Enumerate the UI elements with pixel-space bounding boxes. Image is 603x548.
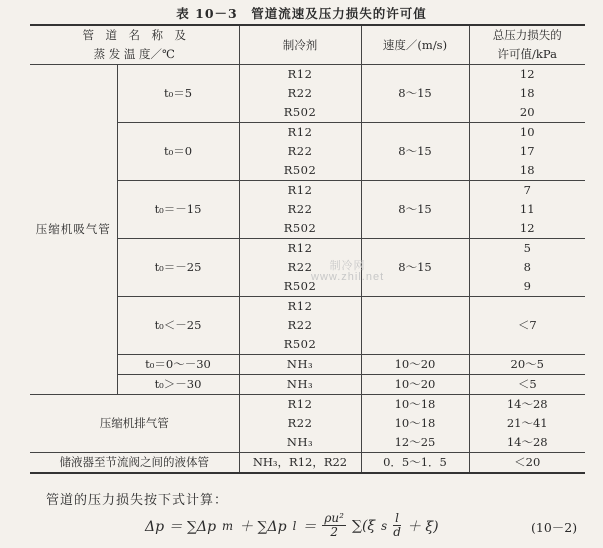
temp-cell: t₀＝0 bbox=[117, 123, 239, 181]
speed-cell bbox=[361, 297, 469, 355]
speed-cell: 10～18 bbox=[361, 395, 469, 415]
loss-cell: 8 bbox=[469, 258, 585, 277]
refrigerant-cell: NH₃ bbox=[239, 433, 361, 453]
header-loss-line2: 许可值/kPa bbox=[469, 45, 585, 65]
speed-cell: 8～15 bbox=[361, 181, 469, 239]
refrigerant-cell: NH₃ bbox=[239, 355, 361, 375]
refrigerant-cell: R22 bbox=[239, 258, 361, 277]
speed-cell: 12～25 bbox=[361, 433, 469, 453]
formula-sub-s: s bbox=[381, 518, 388, 533]
speed-cell: 8～15 bbox=[361, 65, 469, 123]
fraction2-numerator: l bbox=[395, 511, 399, 525]
header-evap-temp: 蒸 发 温 度／℃ bbox=[30, 45, 239, 65]
calculation-note: 管道的压力损失按下式计算： bbox=[46, 493, 229, 508]
table-caption: 表 10－3 管道流速及压力损失的许可值 bbox=[176, 6, 427, 21]
refrigerant-cell: R22 bbox=[287, 318, 313, 332]
temp-cell: t₀＝－25 bbox=[117, 239, 239, 297]
header-speed: 速度／(m/s) bbox=[361, 25, 469, 65]
loss-cell: ＜7 bbox=[469, 297, 585, 355]
formula-fraction-2 bbox=[393, 512, 401, 539]
refrigerant-cell: R502 bbox=[239, 219, 361, 239]
refrigerant-cell: R12 bbox=[239, 181, 361, 201]
loss-cell: 14～28 bbox=[469, 395, 585, 415]
loss-cell: 11 bbox=[469, 200, 585, 219]
speed-cell: 10～20 bbox=[361, 355, 469, 375]
refrigerant-cell: R502 bbox=[239, 103, 361, 123]
formula-equals: ＝ bbox=[302, 518, 317, 535]
temp-cell: t₀＝0～－30 bbox=[117, 355, 239, 375]
formula-sum-open: ∑(ξ bbox=[351, 517, 376, 534]
fraction-numerator: ρu² bbox=[324, 511, 344, 525]
formula-plus: ＋ ∑Δp bbox=[239, 518, 287, 535]
table-row bbox=[30, 65, 585, 85]
table-row bbox=[30, 453, 585, 474]
loss-cell: 14～28 bbox=[469, 433, 585, 453]
refrigerant-cell: R502 bbox=[239, 335, 361, 355]
refrigerant-cell: R22 bbox=[239, 142, 361, 161]
loss-cell: 7 bbox=[469, 181, 585, 201]
refrigerant-cell: R12 bbox=[239, 123, 361, 143]
loss-cell: 20 bbox=[469, 103, 585, 123]
loss-cell: 10 bbox=[469, 123, 585, 143]
liquid-line-label: 储液器至节流阀之间的液体管 bbox=[30, 453, 239, 474]
formula-sub-l: l bbox=[292, 518, 297, 533]
speed-cell: 8～15 bbox=[361, 123, 469, 181]
refrigerant-cell: R12 bbox=[239, 297, 361, 317]
refrigerant-cell: NH₃，R12，R22 bbox=[239, 453, 361, 474]
loss-cell: 20～5 bbox=[469, 355, 585, 375]
suction-pipe-label: 压缩机吸气管 bbox=[30, 65, 117, 395]
loss-cell: ＜20 bbox=[469, 453, 585, 474]
formula-fraction bbox=[322, 512, 346, 539]
temp-cell: t₀＜－25 bbox=[117, 297, 239, 355]
temp-cell: t₀＞－30 bbox=[117, 375, 239, 395]
speed-cell: 10～18 bbox=[361, 414, 469, 433]
formula-close: ＋ ξ) bbox=[406, 518, 439, 535]
header-pipe-name: 管 道 名 称 及 bbox=[30, 25, 239, 45]
loss-cell: 5 bbox=[469, 239, 585, 259]
temp-cell: t₀＝5 bbox=[117, 65, 239, 123]
refrigerant-cell: R12 bbox=[239, 239, 361, 259]
watermark-line1: 制冷网 bbox=[329, 260, 366, 272]
table-row bbox=[30, 395, 585, 415]
pipe-velocity-table bbox=[30, 24, 585, 474]
formula-left: Δp ＝ ∑Δp bbox=[145, 518, 217, 535]
formula-number: (10－2) bbox=[531, 520, 578, 535]
pressure-loss-formula bbox=[145, 512, 439, 539]
speed-cell: 10～20 bbox=[361, 375, 469, 395]
watermark bbox=[311, 261, 384, 283]
refrigerant-cell: NH₃ bbox=[239, 375, 361, 395]
loss-cell: 18 bbox=[469, 84, 585, 103]
refrigerant-cell: R12 bbox=[239, 395, 361, 415]
discharge-pipe-label: 压缩机排气管 bbox=[30, 395, 239, 453]
refrigerant-cell: R12 bbox=[239, 65, 361, 85]
fraction2-denominator: d bbox=[393, 525, 401, 539]
speed-cell: 8～15 bbox=[361, 239, 469, 297]
refrigerant-cell: R502 bbox=[239, 161, 361, 181]
speed-cell: 0．5～1．5 bbox=[361, 453, 469, 474]
loss-cell: 21～41 bbox=[469, 414, 585, 433]
loss-cell: 12 bbox=[469, 219, 585, 239]
refrigerant-cell: R22 bbox=[239, 84, 361, 103]
loss-cell: 12 bbox=[469, 65, 585, 85]
loss-cell: 17 bbox=[469, 142, 585, 161]
header-loss-line1: 总压力损失的 bbox=[469, 25, 585, 45]
loss-cell: 18 bbox=[469, 161, 585, 181]
loss-cell: ＜5 bbox=[469, 375, 585, 395]
header-refrigerant: 制冷剂 bbox=[239, 25, 361, 65]
refrigerant-cell: R502 bbox=[239, 277, 361, 297]
refrigerant-cell: R22 bbox=[239, 414, 361, 433]
fraction-denominator: 2 bbox=[330, 525, 338, 539]
watermark-line2: www.zhil.net bbox=[311, 271, 385, 283]
refrigerant-cell: R22 bbox=[239, 200, 361, 219]
temp-cell: t₀＝－15 bbox=[117, 181, 239, 239]
loss-cell: 9 bbox=[469, 277, 585, 297]
formula-sub-m: m bbox=[222, 518, 234, 533]
